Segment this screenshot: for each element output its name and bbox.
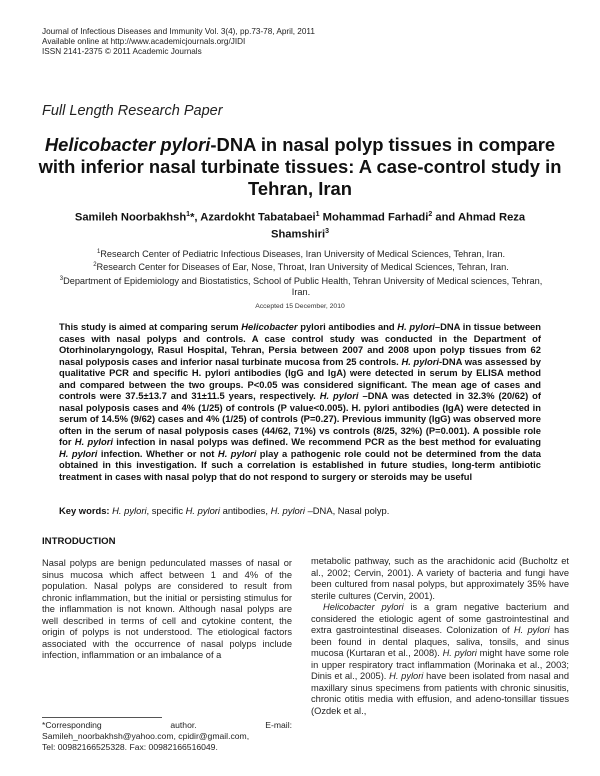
italic-term: H. pylori: [389, 671, 424, 681]
keyword-text: , specific: [146, 505, 186, 516]
abstract-text: infection in nasal polyps was defined. We recommend PCR as the best method for evaluating: [113, 436, 541, 447]
paper-type: Full Length Research Paper: [42, 103, 223, 119]
journal-issn: ISSN 2141-2375 © 2011 Academic Journals: [42, 47, 202, 56]
abstract-italic: H. pylori: [217, 447, 257, 459]
title-rest: -DNA in nasal polyp tissues in compare with inferior nasal turbinate tissues: A case-control study in Tehran, Iran: [38, 134, 562, 199]
abstract-italic: H. pylori: [319, 390, 359, 401]
abstract-text: -DNA was assessed by qualitative PCR and specific H. pylori antibodies (IgG and IgA) were detected in serum by ELISA method and compared between the two groups. P<0.05 was considered significant. The mean age of cases and controls were 37.5±13.7 and 31±11.5 years, respectively.: [59, 355, 541, 401]
footnote-emails[interactable]: Samileh_noorbakhsh@yahoo.com, cpidir@gmail.com,: [42, 731, 250, 741]
footnote-row: [42, 720, 292, 731]
abstract-text: pylori antibodies and: [297, 321, 398, 332]
footnote: [42, 720, 292, 753]
authors: [60, 208, 540, 241]
keyword-italic: H. pylori: [185, 505, 221, 516]
affiliation-sup: 3: [59, 275, 64, 282]
section-heading-introduction: INTRODUCTION: [42, 536, 116, 547]
author-sup: 3: [325, 227, 329, 235]
affiliation-text: Department of Epidemiology and Biostatistics, School of Public Health, Tehran University of Medical sciences, Tehran, Iran.: [63, 276, 543, 298]
footnote-rule: [42, 717, 162, 718]
affiliation-text: Research Center of Pediatric Infectious Diseases, Iran University of Medical Sciences, Tehran, Iran.: [100, 249, 506, 260]
paragraph: [311, 602, 569, 717]
paper-title: [36, 134, 564, 200]
keyword-text: antibodies,: [220, 505, 271, 516]
journal-info: [42, 27, 315, 57]
journal-url[interactable]: Available online at http://www.academicjournals.org/JIDI: [42, 37, 246, 46]
abstract-italic: Helicobacter: [241, 321, 298, 332]
author-sup: 1: [315, 211, 320, 218]
author-joiner: ,: [194, 211, 201, 224]
footnote-phone: Tel: 00982166525328. Fax: 00982166516049.: [42, 742, 218, 752]
abstract-italic: H. pylori: [59, 447, 98, 459]
keywords-label: Key words:: [59, 505, 110, 516]
affiliation: [56, 274, 546, 299]
footnote-author: author.: [170, 720, 197, 730]
author-joiner: and: [432, 211, 458, 224]
abstract-italic: H. pylori: [74, 436, 113, 447]
author-name: Mohammad Farhadi: [322, 211, 429, 224]
footnote-mark: *Corresponding: [42, 720, 102, 730]
author-name: Samileh Noorbakhsh: [74, 211, 187, 224]
paragraph-text: have been isolated from nasal and maxillary sinus specimens from patients with chronic sinusitis, chronic otitis media with effusion, and adeno-tonsillar tissues (Ozdek et al.,: [311, 671, 569, 716]
footnote-email-label: E-mail:: [265, 720, 292, 730]
abstract-text: –DNA in tissue between cases with nasal polyps and controls. A case control study was conducted in the Department of Otorhinolaryngology, Rasul Hospital, Tehran, Persia between 2007 and 2008 upon polyp tissues from 62 nasal polyposis cases and inferior nasal turbinate mucosa from 25 controls.: [59, 321, 541, 367]
author-sup: 2: [428, 211, 433, 218]
paragraph: metabolic pathway, such as the arachidonic acid (Bucholtz et al., 2002; Cervin, 2001). A variety of bacteria and fungi have been cultured from nasal polyps, but approximately 35% have sterile cultures (Cervin, 2001).: [311, 556, 569, 601]
affiliation: [56, 260, 546, 273]
affiliation-sup: 1: [96, 249, 101, 255]
paragraph-text: has been found in dental plaques, saliva, tonsils, and sinus mucosa (Kurtaran et al., 2008).: [311, 625, 569, 658]
abstract-italic: H. pylori: [397, 321, 435, 332]
abstract-text: infection. Whether or not: [97, 447, 218, 459]
paragraph-text: might have some role in upper respiratory tract inflammation (Morinaka et al., 2003; Dinis et al., 2005).: [311, 648, 569, 681]
author-name: Ahmad Reza Shamshiri: [271, 211, 526, 241]
italic-term: Helicobacter pylori: [323, 602, 404, 612]
keywords: [59, 505, 541, 517]
keyword-italic: H. pylori: [112, 505, 147, 516]
abstract-italic: H. pylori: [401, 355, 440, 367]
abstract-text: This study is aimed at comparing serum: [59, 321, 242, 332]
paragraph-text: is a gram negative bacterium and considered the etiologic agent of some gastrointestinal and extra gastrointestinal diseases. Colonization of: [311, 602, 569, 635]
abstract-text: play a pathogenic role could not be determined from the data obtained in this investigation. If such a correlation is established in future studies, long-term antibiotic treatment in cases with nasal polyp that do not respond to surgery or steroids may be useful: [59, 447, 541, 482]
affiliation: [56, 247, 546, 260]
italic-term: H. pylori: [513, 625, 550, 635]
italic-term: H. pylori: [442, 648, 477, 658]
keyword-text: –DNA, Nasal polyp.: [304, 505, 390, 516]
affiliation-sup: 2: [93, 262, 97, 269]
author-name: Azardokht Tabatabaei: [200, 211, 316, 224]
affiliation-text: Research Center for Diseases of Ear, Nose, Throat, Iran University of Medical Sciences, Tehran, Iran.: [96, 262, 509, 273]
accepted-date: Accepted 15 December, 2010: [255, 303, 345, 310]
keyword-italic: H. pylori: [270, 505, 305, 516]
title-italic: Helicobacter pylori: [44, 134, 211, 155]
abstract: [59, 321, 541, 482]
column-left: [42, 558, 292, 662]
abstract-text: –DNA was detected in 32.3% (20/62) of nasal polyposis cases and 4% (1/25) of controls (P value<0.005). H. pylori antibodies (IgA) were detected in serum of 14.5% (9/62) cases and 4% (1/25) of controls (P=0.27). Previous immunity (IgG) was observed more often in the serum of nasal polyposis cases (44/62, 71%) vs controls (8/25, 32%) (P=0.001). A possible role for: [59, 390, 541, 447]
journal-citation: Journal of Infectious Diseases and Immunity Vol. 3(4), pp.73-78, April, 2011: [42, 27, 315, 36]
column-right: [311, 556, 569, 717]
corresponding-mark: *: [190, 211, 195, 224]
author-sup: 1: [186, 211, 191, 218]
paragraph: Nasal polyps are benign pedunculated masses of nasal or sinus mucosa which affect between 1 and 4% of the population. Nasal polyps are considered to result from chronic inflammation, but the initial or persisting stimulus for the inflammation is not known. Although nasal polyps are well described in terms of cell and cytokine content, the origin of polyps is not understood. The etiological factors associated with the occurrence of nasal polyps include infection, inflammation or an imbalance of a: [42, 558, 292, 660]
affiliations: [56, 247, 546, 299]
